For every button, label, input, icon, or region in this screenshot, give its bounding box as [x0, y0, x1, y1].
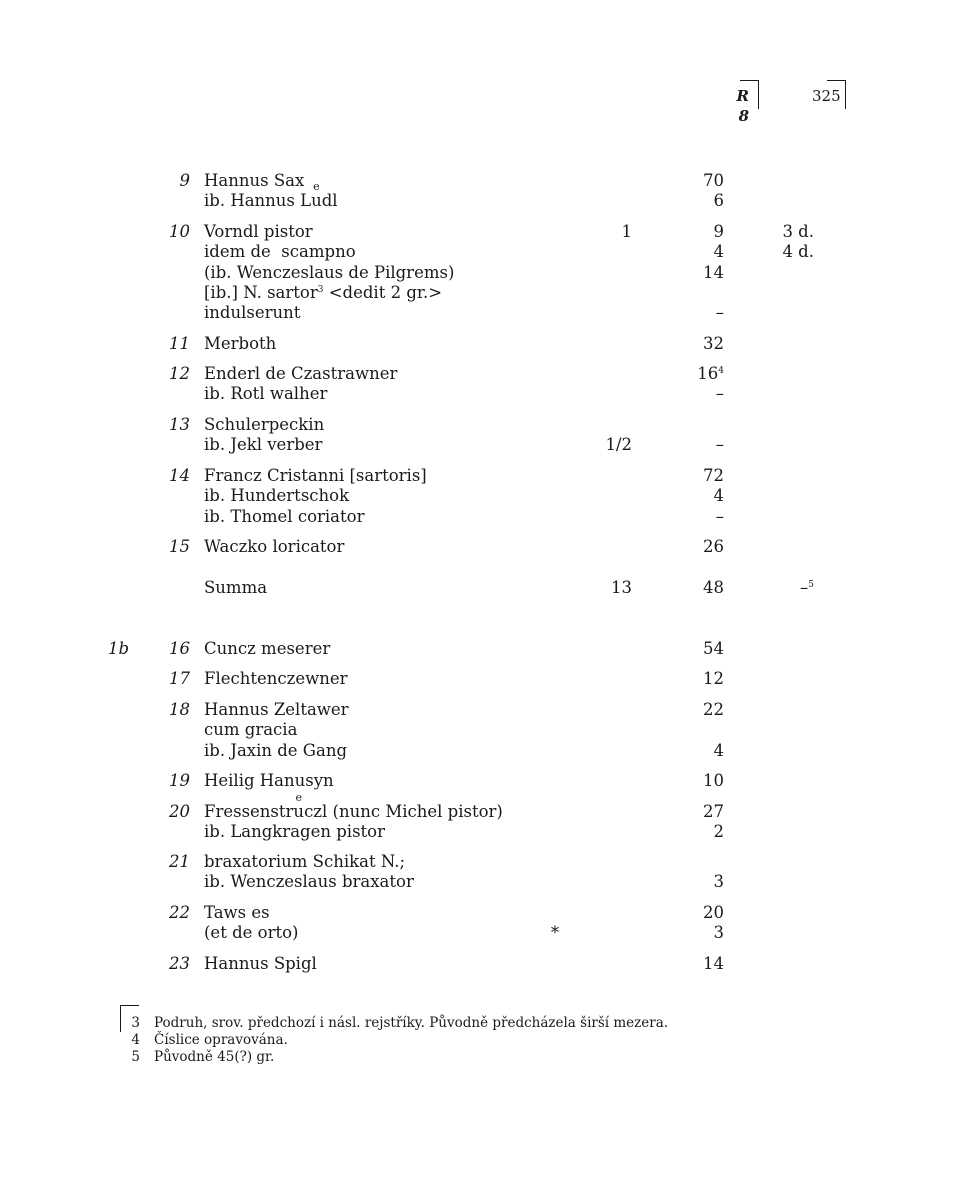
- table-row: [0, 263, 960, 283]
- name-part: Fressenstr: [204, 802, 294, 821]
- table-row: [0, 954, 960, 974]
- table-row: [0, 639, 960, 659]
- table-row: [0, 384, 960, 404]
- entry-9: [0, 171, 960, 212]
- value-column-a: 1/2: [605, 435, 632, 455]
- table-row: [0, 822, 960, 842]
- value-column-b: –: [715, 384, 724, 404]
- table-row: [0, 741, 960, 761]
- value-column-b: 32: [703, 334, 724, 353]
- entry-name: Waczko loricator: [204, 537, 345, 556]
- value-column-b: 9: [713, 222, 724, 241]
- entry-number: 17: [169, 669, 190, 688]
- summa-label: Summa: [204, 578, 268, 597]
- entry-18: [0, 700, 960, 761]
- footnote-text: Podruh, srov. předchozí i násl. rejstříky. Původně předcházela širší mezera.: [154, 1015, 669, 1031]
- value-column-b: 6: [713, 191, 724, 211]
- entry-22: [0, 903, 960, 944]
- asterisk-mark: *: [550, 923, 560, 943]
- superscript-letter: [311, 180, 322, 211]
- footnote-text: Původně 45(?) gr.: [154, 1049, 275, 1065]
- page-number: 325: [812, 87, 841, 105]
- table-row: [0, 507, 960, 527]
- value-column-b: 70: [703, 171, 724, 190]
- table-row: [0, 669, 960, 689]
- table-row: [0, 466, 960, 486]
- table-row: [0, 700, 960, 720]
- entry-name: Enderl de Czastrawner: [204, 364, 398, 383]
- value-column-b: 4: [713, 486, 724, 506]
- entry-name: cum gracia: [204, 720, 298, 740]
- footnote-ref: 3: [317, 284, 324, 295]
- entry-13: [0, 415, 960, 456]
- entry-name: (et de orto): [204, 923, 299, 943]
- entry-name: [204, 791, 604, 822]
- value-column-c: [760, 578, 814, 598]
- table-row: [0, 486, 960, 506]
- entry-number: 16: [169, 639, 190, 658]
- entry-name: Francz Cristanni [sartoris]: [204, 466, 427, 485]
- entry-name: [204, 283, 604, 303]
- table-row: [0, 303, 960, 323]
- entry-name: ib. Langkragen pistor: [204, 822, 385, 842]
- table-row: [0, 242, 960, 262]
- table-row: [0, 415, 960, 435]
- entry-number: 14: [169, 466, 190, 485]
- value-column-b: –: [715, 506, 724, 526]
- name-part: <dedit 2 gr.>: [323, 282, 443, 302]
- entry-number: 22: [169, 903, 190, 922]
- name-part: u: [311, 191, 322, 211]
- entry-name: Merboth: [204, 334, 277, 353]
- entry-name: ib. Jaxin de Gang: [204, 740, 348, 760]
- value-column-b: 14: [703, 262, 724, 282]
- value-column-b: 4: [713, 242, 724, 262]
- value-column-b: 22: [703, 700, 724, 719]
- entry-name: Taws es: [204, 903, 270, 922]
- entry-21: [0, 852, 960, 893]
- table-row: [0, 872, 960, 892]
- table-row: [0, 537, 960, 557]
- table-row: [0, 852, 960, 872]
- entry-number: 19: [169, 771, 190, 790]
- table-row: [0, 923, 960, 943]
- entry-number: 21: [169, 852, 190, 871]
- value-column-b: 72: [703, 466, 724, 485]
- entry-12: [0, 364, 960, 405]
- value-column-b: 12: [703, 669, 724, 688]
- entry-15: [0, 537, 960, 557]
- value-column-a: 1: [621, 222, 632, 241]
- entry-14: [0, 466, 960, 527]
- folio-marker: 1b: [108, 639, 130, 658]
- value-column-b: 14: [703, 954, 724, 973]
- entry-19: [0, 771, 960, 791]
- table-row: [0, 903, 960, 923]
- value-column-b: 48: [703, 578, 724, 597]
- entry-name: Cuncz meserer: [204, 639, 331, 658]
- value-column-b: 3: [713, 872, 724, 892]
- entry-name: braxatorium Schikat N.;: [204, 852, 406, 871]
- entry-11: [0, 334, 960, 354]
- table-row: [0, 771, 960, 791]
- value-column-b: [680, 364, 724, 384]
- entry-name: indulserunt: [204, 303, 301, 323]
- entry-name: Hannus Sax: [204, 171, 305, 190]
- table-row: [0, 171, 960, 194]
- entry-number: 11: [169, 334, 190, 353]
- value-column-b: 3: [713, 923, 724, 943]
- superscript-letter: [293, 791, 305, 822]
- name-part: dl: [321, 191, 338, 211]
- page-number-bracket: [827, 80, 846, 109]
- table-row: [0, 222, 960, 242]
- entry-10: [0, 222, 960, 323]
- entry-number: 20: [169, 802, 190, 821]
- value-column-b: 54: [703, 639, 724, 658]
- name-part: u: [293, 802, 305, 821]
- value-column-b: 2: [713, 822, 724, 842]
- value-column-b: 4: [713, 740, 724, 760]
- entry-number: 13: [169, 415, 190, 434]
- entry-20: [0, 791, 960, 843]
- footnote-text: Číslice opravována.: [154, 1032, 288, 1048]
- entry-name: ib. Rotl walher: [204, 384, 328, 404]
- entry-name: Heilig Hanusyn: [204, 771, 334, 790]
- name-part: ib. Hannus L: [204, 191, 312, 211]
- value-column-b: –: [715, 435, 724, 455]
- footnote-ref: 5: [808, 580, 814, 590]
- entry-name: ib. Hundertschok: [204, 486, 350, 506]
- table-row: [0, 578, 960, 598]
- entry-name: ib. Jekl verber: [204, 435, 323, 455]
- name-part: czl (nunc Michel pistor): [304, 802, 503, 821]
- entry-number: 12: [169, 364, 190, 383]
- entry-23: [0, 954, 960, 974]
- value-column-c: 3 d.: [782, 222, 814, 241]
- table-row: [0, 720, 960, 740]
- entry-name: Schulerpeckin: [204, 415, 325, 434]
- value-column-b: 27: [703, 802, 724, 821]
- footnote-number: 5: [131, 1049, 140, 1065]
- entry-number: 15: [169, 537, 190, 556]
- table-row: [0, 791, 960, 822]
- entry-17: [0, 669, 960, 689]
- entry-number: 10: [169, 222, 190, 241]
- entry-name: Flechtenczewner: [204, 669, 348, 688]
- value-column-b: 10: [703, 771, 724, 790]
- value-column-c: 4 d.: [782, 242, 814, 262]
- entry-16: [0, 639, 960, 659]
- value-column-a: 13: [611, 578, 632, 597]
- entry-number: 18: [169, 700, 190, 719]
- table-row: [0, 435, 960, 455]
- superscript-e: e: [313, 180, 320, 194]
- entry-number: 9: [179, 171, 190, 190]
- value: 16: [697, 364, 719, 383]
- value-column-b: 20: [703, 903, 724, 922]
- entry-name: ib. Thomel coriator: [204, 506, 365, 526]
- footnote-number: 3: [131, 1015, 140, 1031]
- entry-name: Hannus Spigl: [204, 954, 317, 973]
- value-column-b: –: [715, 303, 724, 323]
- superscript-e: e: [295, 791, 302, 804]
- signature-bracket: [740, 80, 759, 109]
- register-signature: R 8: [736, 87, 749, 125]
- entry-name: ib. Wenczeslaus braxator: [204, 872, 414, 892]
- entry-number: 23: [169, 954, 190, 973]
- footnote-number: 4: [131, 1032, 140, 1048]
- table-row: [0, 283, 960, 303]
- table-row: [0, 364, 960, 384]
- entry-name: (ib. Wenczeslaus de Pilgrems): [204, 262, 455, 282]
- summa-row: [0, 578, 960, 598]
- footnote-ref: 4: [718, 366, 724, 376]
- name-part: [ib.] N. sartor: [204, 282, 318, 302]
- entry-name: Vorndl pistor: [204, 222, 313, 241]
- value-column-b: 26: [703, 537, 724, 556]
- entry-name: Hannus Zeltawer: [204, 700, 349, 719]
- table-row: [0, 334, 960, 354]
- entry-name: idem de scampno: [204, 242, 356, 262]
- value: –: [800, 578, 809, 597]
